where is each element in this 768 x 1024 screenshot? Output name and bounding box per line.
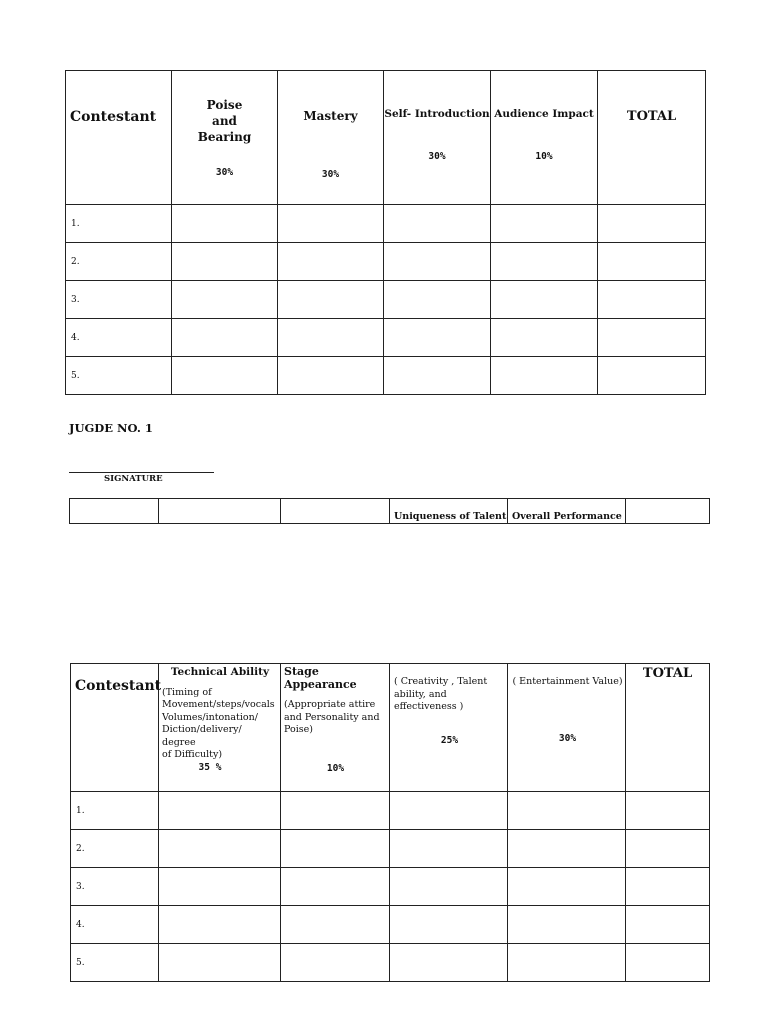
uniqueness-of-talent-label: Uniqueness of Talent (390, 499, 508, 524)
header-total: TOTAL (626, 664, 710, 792)
score-cell[interactable] (159, 830, 281, 868)
score-cell[interactable] (281, 868, 390, 906)
score-cell[interactable] (172, 281, 278, 319)
score-cell[interactable] (390, 792, 508, 830)
table-row (71, 868, 710, 906)
score-cell[interactable] (172, 243, 278, 281)
header-self-introduction: Self- Introduction 30% (384, 71, 491, 205)
score-table-1 (65, 70, 706, 395)
score-cell[interactable] (508, 792, 626, 830)
header-mastery: Mastery 30% (278, 71, 384, 205)
empty-cell[interactable] (159, 499, 281, 524)
overall-performance-label: Overall Performance (508, 499, 626, 524)
score-cell[interactable] (384, 319, 491, 357)
row-number: 4. (66, 319, 172, 357)
header-creativity: ( Creativity , Talent ability, and effectiveness ) 25% (390, 664, 508, 792)
table-row (71, 944, 710, 982)
table-row (71, 792, 710, 830)
score-cell[interactable] (491, 281, 598, 319)
score-cell[interactable] (281, 830, 390, 868)
score-cell[interactable] (384, 281, 491, 319)
score-table-2 (70, 663, 710, 982)
score-cell[interactable] (390, 868, 508, 906)
total-cell[interactable] (626, 830, 710, 868)
score-cell[interactable] (278, 357, 384, 395)
table-row (71, 906, 710, 944)
score-cell[interactable] (390, 906, 508, 944)
row-number: 2. (66, 243, 172, 281)
total-cell[interactable] (626, 792, 710, 830)
header-contestant: Contestant (66, 71, 172, 205)
self-intro-percentage: 30% (428, 151, 446, 162)
row-number: 5. (66, 357, 172, 395)
header-stage-appearance: Stage Appearance (Appropriate attire and Personality and Poise) 10% (281, 664, 390, 792)
creativity-percentage: 25% (440, 734, 459, 746)
table-row (66, 205, 706, 243)
header-strip-table (69, 498, 710, 524)
table-row (71, 830, 710, 868)
score-cell[interactable] (278, 319, 384, 357)
judge-label: JUGDE NO. 1 (69, 421, 153, 435)
score-cell[interactable] (172, 319, 278, 357)
score-cell[interactable] (390, 830, 508, 868)
total-cell[interactable] (626, 868, 710, 906)
header-poise-and-bearing: Poise and Bearing 30% (172, 71, 278, 205)
header-entertainment-value: ( Entertainment Value) 30% (508, 664, 626, 792)
signature-label: SIGNATURE (104, 474, 163, 484)
score-cell[interactable] (508, 868, 626, 906)
total-cell[interactable] (626, 906, 710, 944)
total-cell[interactable] (598, 281, 706, 319)
score-cell[interactable] (508, 830, 626, 868)
total-cell[interactable] (598, 357, 706, 395)
score-cell[interactable] (390, 944, 508, 982)
entertainment-percentage: 30% (558, 733, 577, 744)
score-cell[interactable] (278, 205, 384, 243)
poise-percentage: 30% (215, 167, 234, 178)
score-cell[interactable] (159, 868, 281, 906)
score-cell[interactable] (491, 357, 598, 395)
row-number: 5. (71, 944, 159, 982)
score-cell[interactable] (281, 792, 390, 830)
table-row (66, 319, 706, 357)
score-cell[interactable] (491, 319, 598, 357)
score-cell[interactable] (491, 243, 598, 281)
table-row (66, 357, 706, 395)
header-total: TOTAL (598, 71, 706, 205)
score-cell[interactable] (281, 944, 390, 982)
total-cell[interactable] (598, 319, 706, 357)
row-number: 4. (71, 906, 159, 944)
total-cell[interactable] (598, 205, 706, 243)
score-cell[interactable] (159, 792, 281, 830)
score-cell[interactable] (172, 357, 278, 395)
signature-line[interactable] (69, 472, 214, 473)
score-cell[interactable] (278, 281, 384, 319)
score-cell[interactable] (281, 906, 390, 944)
table-row (66, 243, 706, 281)
table-header-row (71, 664, 710, 792)
score-cell[interactable] (384, 205, 491, 243)
table-row (70, 499, 710, 524)
technical-percentage: 35 % (198, 761, 222, 773)
table-row (66, 281, 706, 319)
score-cell[interactable] (278, 243, 384, 281)
row-number: 2. (71, 830, 159, 868)
row-number: 3. (71, 868, 159, 906)
score-cell[interactable] (159, 906, 281, 944)
table-header-row (66, 71, 706, 205)
empty-cell[interactable] (70, 499, 159, 524)
row-number: 1. (66, 205, 172, 243)
row-number: 3. (66, 281, 172, 319)
score-cell[interactable] (491, 205, 598, 243)
score-cell[interactable] (384, 357, 491, 395)
total-cell[interactable] (598, 243, 706, 281)
score-cell[interactable] (172, 205, 278, 243)
score-cell[interactable] (384, 243, 491, 281)
score-cell[interactable] (508, 906, 626, 944)
header-audience-impact: Audience Impact 10% (491, 71, 598, 205)
score-cell[interactable] (508, 944, 626, 982)
score-cell[interactable] (159, 944, 281, 982)
header-contestant: Contestant (71, 664, 159, 792)
audience-impact-percentage: 10% (535, 151, 553, 162)
stage-percentage: 10% (326, 762, 345, 774)
total-cell[interactable] (626, 944, 710, 982)
empty-cell[interactable] (626, 499, 710, 524)
row-number: 1. (71, 792, 159, 830)
mastery-percentage: 30% (321, 169, 340, 180)
header-technical-ability: Technical Ability (Timing of Movement/steps/vocals Volumes/intonation/ Diction/delivery/ degree of Difficulty) 35 % (159, 664, 281, 792)
empty-cell[interactable] (281, 499, 390, 524)
